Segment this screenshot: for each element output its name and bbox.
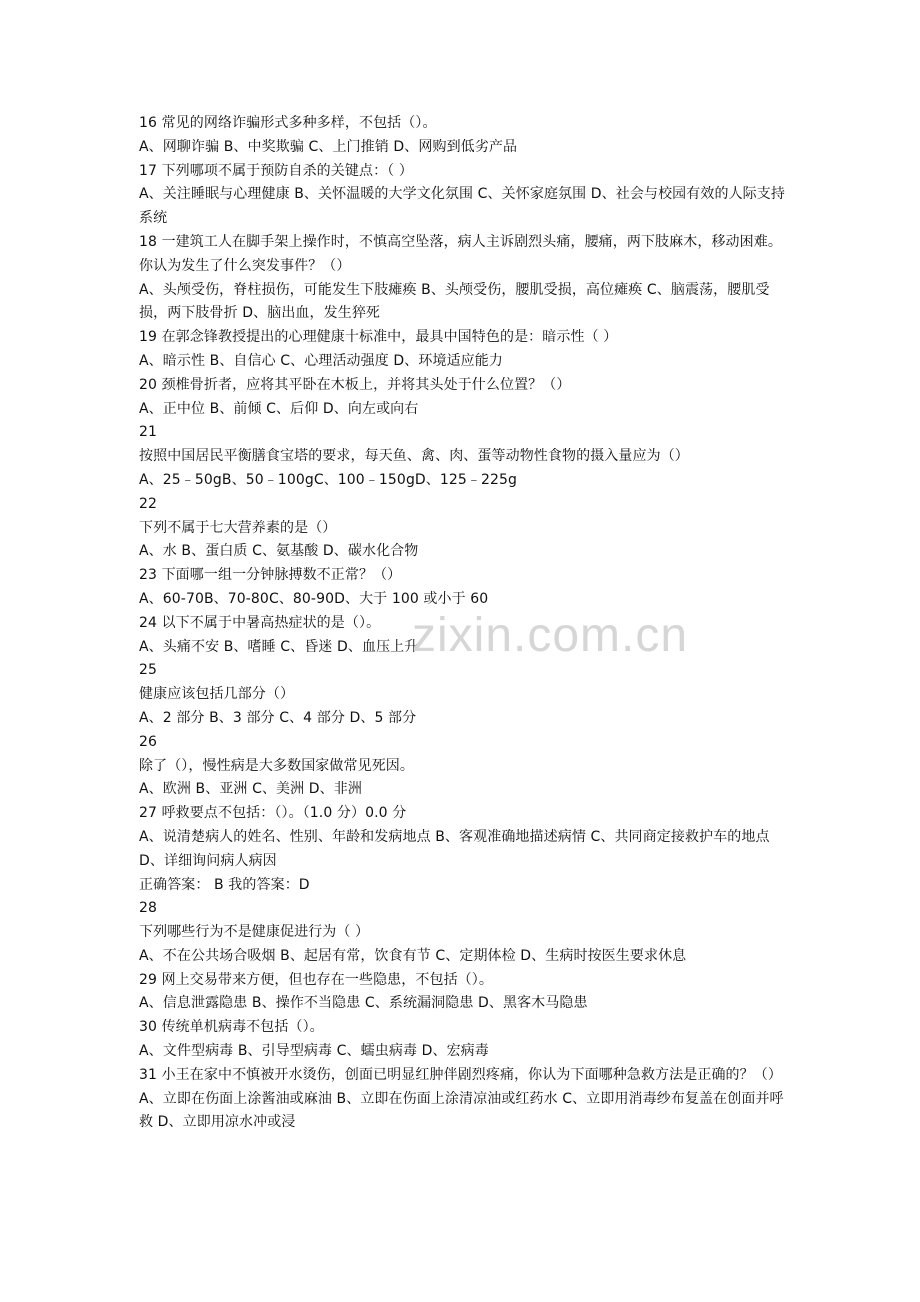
text-line: 25 — [139, 662, 158, 679]
text-line: 除了（），慢性病是大多数国家做常见死因。 — [139, 757, 414, 774]
text-line: 24 以下不属于中暑高热症状的是（）。 — [139, 614, 381, 631]
text-line: A、关注睡眠与心理健康 B、关怀温暖的大学文化氛围 C、关怀家庭氛围 D、社会与校园有效的人际支持系统 — [139, 186, 785, 227]
text-line: 31 小王在家中不慎被开水烫伤，创面已明显红肿伴剧烈疼痛，你认为下面哪种急救方法是正确的？（） — [139, 1066, 782, 1083]
text-line: 正确答案： B 我的答案：D — [139, 876, 310, 893]
text-line: 20 颈椎骨折者，应将其平卧在木板上，并将其头处于什么位置？（） — [139, 376, 571, 393]
document-body — [139, 112, 789, 1135]
text-line: 19 在郭念锋教授提出的心理健康十标准中，最具中国特色的是：暗示性（ ） — [139, 329, 618, 346]
text-line: A、立即在伤面上涂酱油或麻油 B、立即在伤面上涂清凉油或红药水 C、立即用消毒纱布复盖在创面并呼救 D、立即用凉水冲或浸 — [139, 1090, 784, 1131]
text-line: 23 下面哪一组一分钟脉搏数不正常？（） — [139, 567, 402, 584]
text-line: A、说清楚病人的姓名、性别、年龄和发病地点 B、客观准确地描述病情 C、共同商定接救护车的地点 D、详细询问病人病因 — [139, 828, 770, 869]
text-line: 下列不属于七大营养素的是（） — [139, 519, 337, 536]
text-line: A、25﹣50gB、50﹣100gC、100﹣150gD、125﹣225g — [139, 471, 518, 488]
text-line: 28 — [139, 900, 158, 917]
text-line: 30 传统单机病毒不包括（）。 — [139, 1019, 324, 1036]
text-line: A、信息泄露隐患 B、操作不当隐患 C、系统漏洞隐患 D、黑客木马隐患 — [139, 995, 588, 1012]
watermark: zixin.com.cn — [412, 609, 689, 662]
text-line: A、头颅受伤，脊柱损伤，可能发生下肢瘫痪 B、头颅受伤，腰肌受损，高位瘫痪 C、脑震荡，腰肌受损，两下肢骨折 D、脑出血，发生猝死 — [139, 281, 770, 322]
text-line: 21 — [139, 424, 158, 441]
text-line: A、不在公共场合吸烟 B、起居有常，饮食有节 C、定期体检 D、生病时按医生要求休息 — [139, 947, 687, 964]
text-line: 26 — [139, 733, 158, 750]
text-line: A、暗示性 B、自信心 C、心理活动强度 D、环境适应能力 — [139, 352, 503, 369]
text-line: A、文件型病毒 B、引导型病毒 C、蠕虫病毒 D、宏病毒 — [139, 1043, 489, 1060]
text-line: A、水 B、蛋白质 C、氨基酸 D、碳水化合物 — [139, 543, 419, 560]
text-line: A、网聊诈骗 B、中奖欺骗 C、上门推销 D、网购到低劣产品 — [139, 138, 518, 155]
text-line: 健康应该包括几部分（） — [139, 686, 295, 703]
text-line: A、欧洲 B、亚洲 C、美洲 D、非洲 — [139, 781, 362, 798]
text-line: 22 — [139, 495, 158, 512]
text-line: A、2 部分 B、3 部分 C、4 部分 D、5 部分 — [139, 709, 417, 726]
text-line: 16 常见的网络诈骗形式多种多样，不包括（）。 — [139, 115, 437, 131]
text-line: A、正中位 B、前倾 C、后仰 D、向左或向右 — [139, 400, 419, 417]
text-line: 按照中国居民平衡膳食宝塔的要求，每天鱼、禽、肉、蛋等动物性食物的摄入量应为（） — [139, 448, 689, 465]
text-line: 17 下列哪项不属于预防自杀的关键点：（ ） — [139, 162, 413, 179]
text-line: A、头痛不安 B、嗜睡 C、昏迷 D、血压上升 — [139, 638, 419, 655]
text-line: A、60-70B、70-80C、80-90D、大于 100 或小于 60 — [139, 590, 489, 607]
text-line: 18 一建筑工人在脚手架上操作时，不慎高空坠落，病人主诉剧烈头痛，腰痛，两下肢麻木，移动困难。你认为发生了什么突发事件？（） — [139, 233, 782, 274]
text-line: 27 呼救要点不包括：（）。（1.0 分）0.0 分 — [139, 805, 407, 822]
text-line: 下列哪些行为不是健康促进行为（ ） — [139, 924, 370, 941]
text-line: 29 网上交易带来方便，但也存在一些隐患，不包括（）。 — [139, 971, 493, 988]
